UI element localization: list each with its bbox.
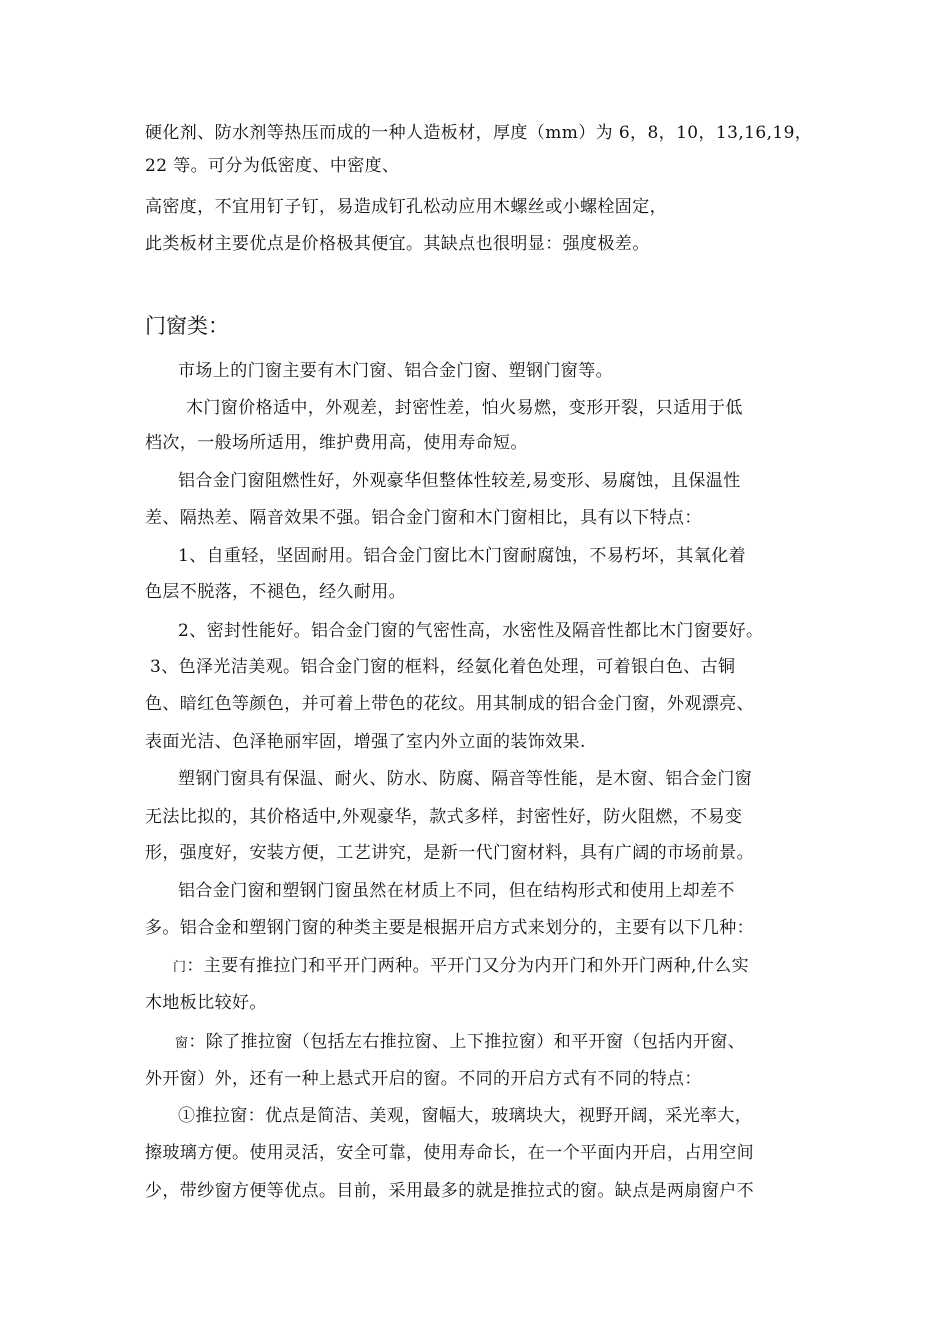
body-line-12: 塑钢门窗具有保温、耐火、防水、防腐、隔音等性能，是木窗、铝合金门窗: [178, 769, 753, 789]
window-label: 窗: [175, 1036, 189, 1051]
body-line-11: 表面光洁、色泽艳丽牢固，增强了室内外立面的装饰效果.: [145, 732, 586, 752]
intro-line-1: 硬化剂、防水剂等热压而成的一种人造板材，厚度（mm）为 6，8，10，13,16,19，: [145, 123, 813, 143]
body-line-1: 市场上的门窗主要有木门窗、铝合金门窗、塑钢门窗等。: [178, 361, 613, 381]
intro-line-4: 此类板材主要优点是价格极其便宜。其缺点也很明显：强度极差。: [145, 234, 650, 254]
body-line-14: 形，强度好，安装方便，工艺讲究，是新一代门窗材料，具有广阔的市场前景。: [145, 843, 754, 863]
section-heading: 门窗类：: [145, 314, 229, 338]
body-line-9: 3、色泽光洁美观。铝合金门窗的框料，经氨化着色处理，可着银白色、古铜: [150, 657, 736, 677]
body-line-7: 色层不脱落，不褪色，经久耐用。: [145, 582, 406, 602]
body-line-16: 多。铝合金和塑钢门窗的种类主要是根据开启方式来划分的，主要有以下几种：: [145, 918, 754, 938]
body-line-10: 色、暗红色等颜色，并可着上带色的花纹。用其制成的铝合金门窗，外观漂亮、: [145, 694, 754, 714]
body-line-21: ①推拉窗：优点是简洁、美观，窗幅大，玻璃块大，视野开阔，采光率大，: [178, 1106, 753, 1126]
intro-line-2: 22 等。可分为低密度、中密度、: [145, 156, 400, 176]
door-paragraph-line-1: [173, 955, 749, 979]
intro-line-3: 高密度，不宜用钉子钉，易造成钉孔松动应用木螺丝或小螺栓固定，: [145, 197, 667, 217]
body-line-5: 差、隔热差、隔音效果不强。铝合金门窗和木门窗相比，具有以下特点：: [145, 508, 702, 528]
body-line-2: 木门窗价格适中，外观差，封密性差，怕火易燃，变形开裂，只适用于低: [186, 398, 743, 418]
window-paragraph-line-1: [175, 1031, 745, 1055]
body-line-23: 少，带纱窗方便等优点。目前，采用最多的就是推拉式的窗。缺点是两扇窗户不: [145, 1181, 754, 1201]
body-line-3: 档次，一般场所适用，维护费用高，使用寿命短。: [145, 433, 528, 453]
body-line-6: 1、自重轻，坚固耐用。铝合金门窗比木门窗耐腐蚀，不易朽坏，其氧化着: [178, 546, 747, 566]
body-line-15: 铝合金门窗和塑钢门窗虽然在材质上不同，但在结构形式和使用上却差不: [178, 881, 735, 901]
body-line-18: 木地板比较好。: [145, 993, 267, 1013]
body-line-8: 2、密封性能好。铝合金门窗的气密性高，水密性及隔音性都比木门窗要好。: [178, 621, 764, 641]
body-line-13: 无法比拟的，其价格适中,外观豪华，款式多样，封密性好，防火阻燃，不易变: [145, 807, 743, 827]
door-label: 门: [173, 960, 187, 975]
body-line-22: 擦玻璃方便。使用灵活，安全可靠，使用寿命长，在一个平面内开启，占用空间: [145, 1143, 754, 1163]
window-text: ：除了推拉窗（包括左右推拉窗、上下推拉窗）和平开窗（包括内开窗、: [188, 1032, 746, 1052]
body-line-4: 铝合金门窗阻燃性好，外观豪华但整体性较差,易变形、易腐蚀，且保温性: [178, 471, 741, 491]
door-text: ：主要有推拉门和平开门两种。平开门又分为内开门和外开门两种,什么实: [186, 956, 750, 976]
body-line-20: 外开窗）外，还有一种上悬式开启的窗。不同的开启方式有不同的特点：: [145, 1069, 702, 1089]
